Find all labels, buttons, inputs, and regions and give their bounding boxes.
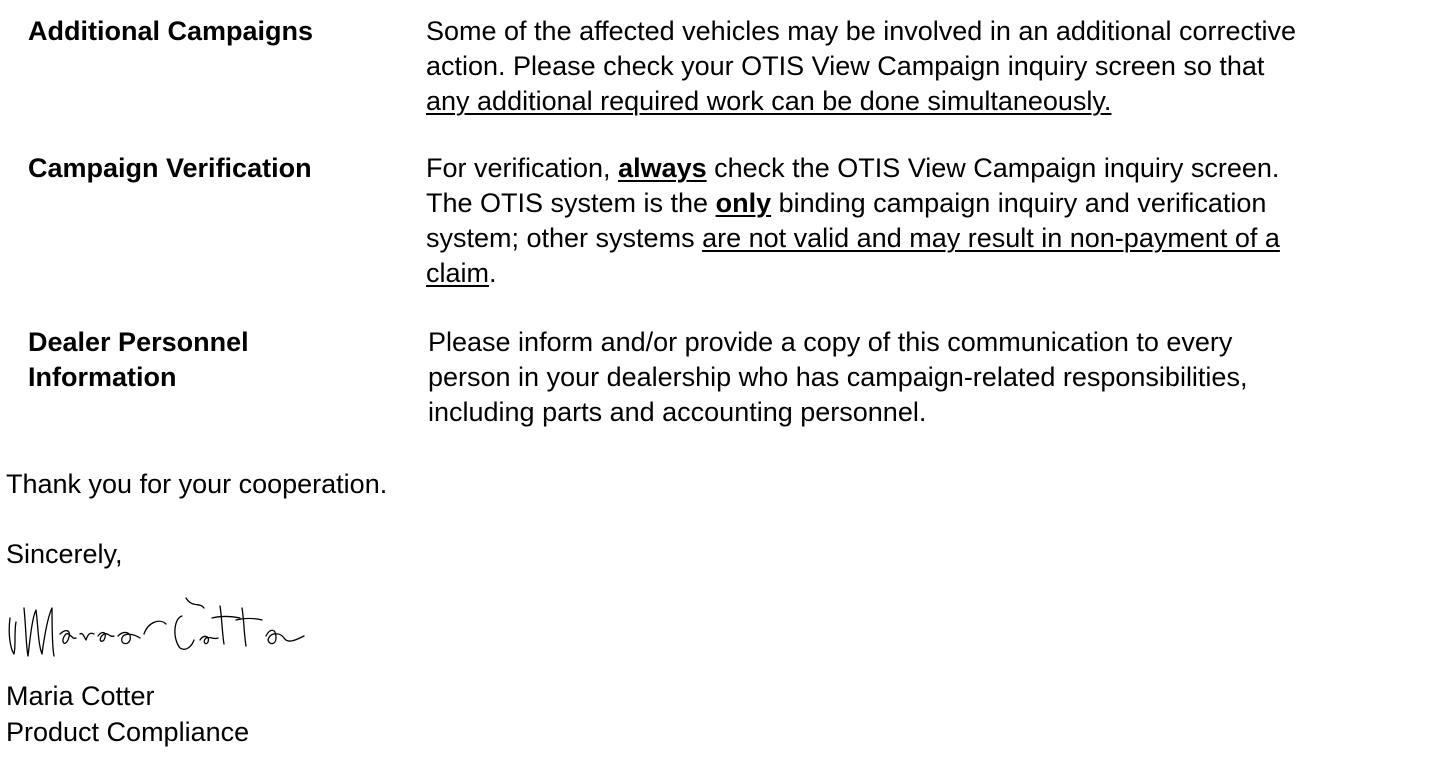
salutation: Sincerely,: [6, 539, 123, 569]
signer-title: Product Compliance: [6, 717, 250, 747]
body-line: [426, 221, 1426, 256]
body-line: Please inform and/or provide a copy of this communication to every: [428, 327, 1233, 357]
body-line: [426, 151, 1426, 186]
thanks-text: Thank you for your cooperation.: [6, 469, 388, 499]
underlined-text: any additional required work can be done simultaneously.: [426, 86, 1112, 116]
body-line: [426, 256, 1426, 291]
label-line: Dealer Personnel: [28, 327, 249, 357]
text-segment: The OTIS system is the: [426, 188, 716, 218]
section-label: Campaign Verification: [28, 153, 312, 183]
section-label: Additional Campaigns: [28, 16, 314, 46]
body-line: action. Please check your OTIS View Campaign inquiry screen so that: [426, 51, 1265, 81]
text-segment: binding campaign inquiry and verification: [771, 188, 1267, 218]
section-label: [28, 325, 408, 395]
body-line: including parts and accounting personnel.: [428, 397, 927, 427]
body-line: [426, 84, 1426, 119]
body-line: Some of the affected vehicles may be involved in an additional corrective: [426, 16, 1296, 46]
signer-name: Maria Cotter: [6, 681, 155, 711]
section-body: [428, 325, 1428, 430]
body-line: [426, 186, 1426, 221]
underlined-text: are not valid and may result in non-payment of a: [702, 223, 1280, 253]
text-segment: check the OTIS View Campaign inquiry screen.: [706, 153, 1280, 183]
underlined-text: claim: [426, 258, 490, 288]
body-line: person in your dealership who has campaign-related responsibilities,: [428, 362, 1248, 392]
emphasis-only: only: [715, 188, 772, 218]
label-line: Information: [28, 362, 177, 392]
text-segment: system; other systems: [426, 223, 703, 253]
section-body: [426, 14, 1426, 119]
section-body: [426, 151, 1426, 291]
text-segment: For verification,: [426, 153, 619, 183]
signature-image: [4, 588, 314, 664]
emphasis-always: always: [618, 153, 707, 183]
text-segment: .: [489, 258, 497, 288]
